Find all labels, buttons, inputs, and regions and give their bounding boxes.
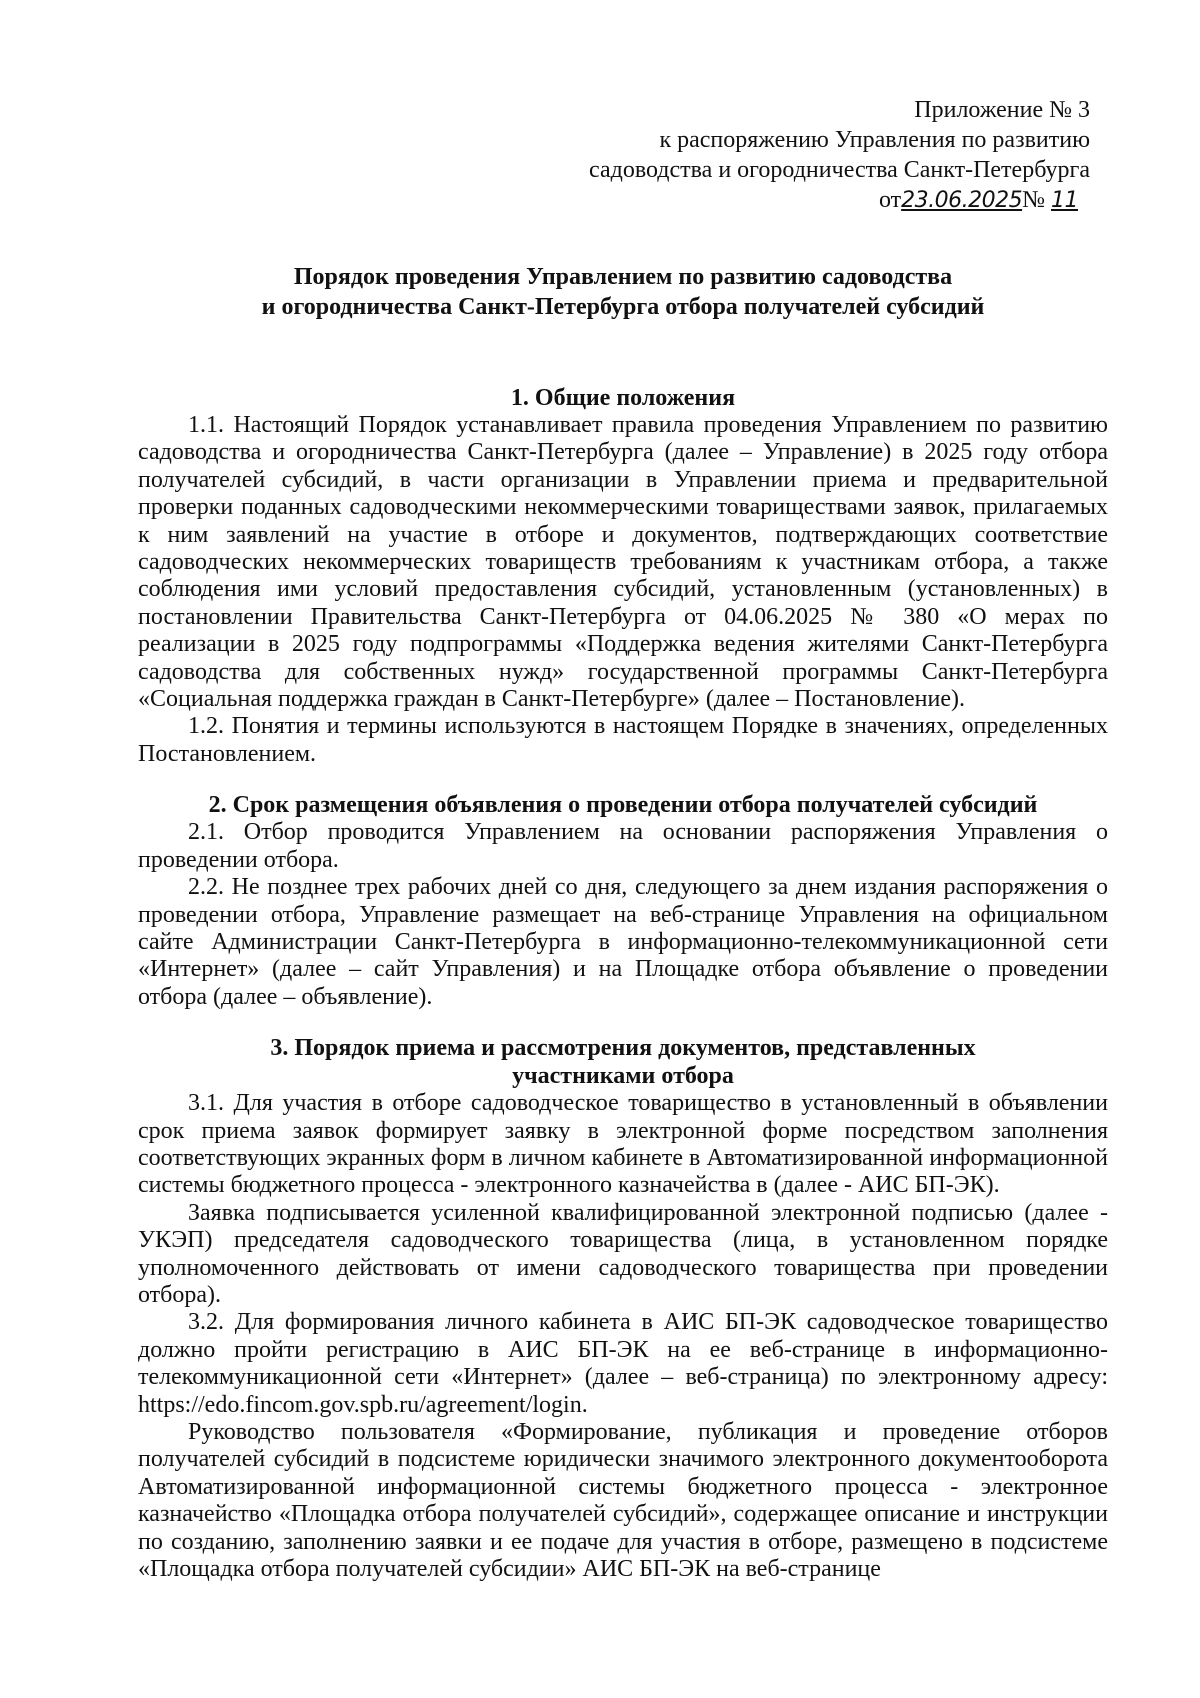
paragraph-3-1-signature: Заявка подписывается усиленной квалифицированной электронной подписью (далее - УКЭП) председателя садоводческого товарищества (лица, в установленном порядке уполномоченного действовать от имени садоводческого товарищества при проведении отбора). xyxy=(138,1199,1108,1308)
appendix-reference-line-1: к распоряжению Управления по развитию xyxy=(659,127,1090,153)
handwritten-number: 11 xyxy=(1051,188,1078,213)
document-title xyxy=(138,262,1108,322)
appendix-number: Приложение № 3 xyxy=(914,97,1090,123)
section-3-heading xyxy=(138,1034,1108,1090)
number-label: № xyxy=(1022,187,1045,213)
paragraph-3-2: 3.2. Для формирования личного кабинета в АИС БП-ЭК садоводческое товарищество должно пройти регистрацию в АИС БП-ЭК на ее веб-странице в информационно-телекоммуникационной сети «Интернет» (далее – веб-страница) по электронному адресу: https://edo.fincom.gov.spb.ru/agreement/login. xyxy=(138,1309,1108,1418)
paragraph-1-2: 1.2. Понятия и термины используются в настоящем Порядке в значениях, определенных Постановлением. xyxy=(138,713,1108,767)
section-3-heading-line-1: 3. Порядок приема и рассмотрения документов, представленных xyxy=(270,1035,976,1062)
paragraph-3-2-guide: Руководство пользователя «Формирование, публикация и проведение отборов получателей субсидий в подсистеме юридически значимого электронного документооборота Автоматизированной информационной системы бюджетного процесса - электронное казначейство «Площадка отбора получателей субсидий», содержащее описание и инструкции по созданию, заполнению заявки и ее подаче для участия в отборе, размещено в подсистеме «Площадка отбора получателей субсидии» АИС БП-ЭК на веб-странице xyxy=(138,1419,1108,1583)
appendix-date-line xyxy=(589,185,1090,216)
section-2-heading: 2. Срок размещения объявления о проведении отбора получателей субсидий xyxy=(208,792,1038,819)
paragraph-2-1: 2.1. Отбор проводится Управлением на основании распоряжения Управления о проведении отбора. xyxy=(138,819,1108,873)
paragraph-1-1: 1.1. Настоящий Порядок устанавливает правила проведения Управлением по развитию садоводства и огородничества Санкт-Петербурга (далее – Управление) в 2025 году отбора получателей субсидий, в части организации в Управлении приема и предварительной проверки поданных садоводческими некоммерческими товариществами заявок, прилагаемых к ним заявлений на участие в отборе и документов, подтверждающих соответствие садоводческих некоммерческих товариществ требованиям к участникам отбора, а также соблюдения ими условий предоставления субсидий, установленным (установленных) в постановлении Правительства Санкт-Петербурга от 04.06.2025 № 380 «О мерах по реализации в 2025 году подпрограммы «Поддержка ведения жителями Санкт-Петербурга садоводства для собственных нужд» государственной программы Санкт-Петербурга «Социальная поддержка граждан в Санкт-Петербурге» (далее – Постановление). xyxy=(138,412,1108,713)
document-title-line-2: и огородничества Санкт-Петербурга отбора получателей субсидий xyxy=(261,294,985,320)
appendix-header xyxy=(589,95,1090,216)
section-3-heading-line-2: участниками отбора xyxy=(512,1063,734,1090)
handwritten-date: 23.06.2025 xyxy=(901,188,1023,213)
appendix-reference-line-2: садоводства и огородничества Санкт-Петербурга xyxy=(589,157,1090,183)
document-title-line-1: Порядок проведения Управлением по развитию садоводства xyxy=(293,264,953,290)
section-1-heading: 1. Общие положения xyxy=(510,385,736,411)
paragraph-2-2: 2.2. Не позднее трех рабочих дней со дня, следующего за днем издания распоряжения о проведении отбора, Управление размещает на веб-странице Управления на официальном сайте Администрации Санкт-Петербурга в информационно-телекоммуникационной сети «Интернет» (далее – сайт Управления) и на Площадке отбора объявление о проведении отбора (далее – объявление). xyxy=(138,874,1108,1010)
document-body xyxy=(138,262,1108,1583)
paragraph-3-1: 3.1. Для участия в отборе садоводческое товарищество в установленный в объявлении срок приема заявок формирует заявку в электронной форме посредством заполнения соответствующих экранных форм в личном кабинете в Автоматизированной информационной системы бюджетного процесса - электронного казначейства в (далее - АИС БП-ЭК). xyxy=(138,1090,1108,1199)
date-prefix: от xyxy=(878,187,902,213)
